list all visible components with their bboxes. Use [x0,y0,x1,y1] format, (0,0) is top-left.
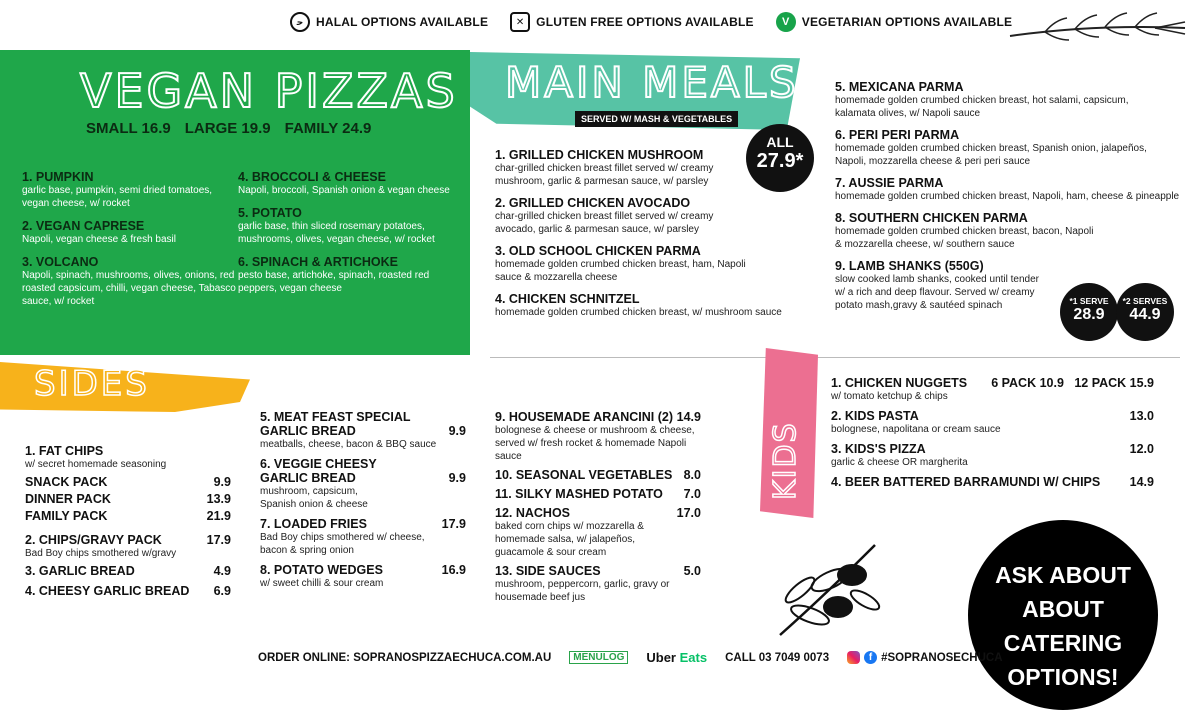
item-name-line1 [260,457,466,471]
row-name: SNACK PACK [25,475,108,489]
main-meals-title: MAIN MEALS [505,58,799,107]
item-desc: homemade golden crumbed chicken breast, w/ mushroom sauce [495,307,782,318]
item-desc: garlic base, pumpkin, semi dried tomatoes, vegan cheese, w/ rocket [22,185,213,209]
row-price: 6.9 [213,584,231,598]
price-row [25,533,231,547]
kids-item-row [831,442,1154,456]
menu-item [495,410,701,463]
item-desc: Napoli, vegan cheese & fresh basil [22,234,176,245]
item-name: 12. NACHOS [495,506,571,520]
item-desc: homemade golden crumbed chicken breast, Napoli, ham, cheese & pineapple [835,191,1180,202]
item-name: 9. LAMB SHANKS (550G) [835,259,984,273]
halal-icon: ﺣ [290,12,310,32]
kids-title: KIDS [768,421,803,500]
menu-item [835,80,1135,120]
item-name: 8. SOUTHERN CHICKEN PARMA [835,211,1028,225]
row-name: 3. GARLIC BREAD [25,564,135,578]
halal-label: HALAL OPTIONS AVAILABLE [316,15,489,29]
gluten-free-label: GLUTEN FREE OPTIONS AVAILABLE [536,15,754,29]
item-desc: Bad Boy chips smothered w/gravy [25,548,177,559]
item-name: 6. PERI PERI PARMA [835,128,960,142]
item-name-line [260,517,466,531]
dietary-options-bar [290,10,1012,34]
footer-bar [258,650,1003,665]
price-row [25,509,231,523]
item-price: 9.9 [448,471,466,485]
item-name-line [495,506,701,520]
order-online-link[interactable]: ORDER ONLINE: SOPRANOSPIZZAECHUCA.COM.AU [258,651,552,664]
wheat-icon: ✕ [510,12,530,32]
main-meals-subtitle: SERVED W/ MASH & VEGETABLES [575,111,738,127]
menu-item [495,564,701,604]
item-name [25,444,231,458]
item-price: 7.0 [683,487,701,501]
item-name: 2. KIDS PASTA [831,409,919,423]
item-name-line2 [260,471,466,485]
kids-item-row [831,376,1154,390]
item-name: 5. MEAT FEAST SPECIAL [260,410,411,424]
menu-item [260,517,466,557]
item-name: 3. VOLCANO [22,255,99,269]
item-name: 4. BROCCOLI & CHEESE [238,170,386,184]
gluten-free-badge [510,12,754,32]
serve-label: *1 SERVE [1069,296,1109,306]
item-name: 5. POTATO [238,206,302,220]
item-price: 12.0 [1129,442,1154,456]
item-desc: w/ sweet chilli & sour cream [260,578,384,589]
menu-item [495,468,701,482]
item-name-line1 [260,410,466,424]
vegan-column-right [238,170,453,304]
item-price: 9.9 [448,424,466,438]
item-desc: homemade golden crumbed chicken breast, Spanish onion, jalapeños, Napoli, mozzarella cheese & peri peri sauce [835,143,1147,167]
item-desc: char-grilled chicken breast fillet served w/ creamy avocado, garlic & parmesan sauce, w/ parsley [495,211,714,235]
halal-badge [290,12,488,32]
item-desc: garlic & cheese OR margherita [831,457,968,468]
all-price-badge [746,124,814,192]
item-name: 6. SPINACH & ARTICHOKE [238,255,398,269]
fat-chips-desc: w/ secret homemade seasoning [25,459,167,470]
item-name-line [495,564,701,578]
row-name: FAMILY PACK [25,509,108,523]
ubereats-logo[interactable] [646,650,707,665]
serve-label: *2 SERVES [1122,296,1168,306]
vegan-pizzas-title: VEGAN PIZZAS [80,64,458,118]
item-name: 1. GRILLED CHICKEN MUSHROOM [495,148,704,162]
size-small: SMALL 16.9 [86,120,171,137]
item-name-line [495,468,701,482]
menu-item [495,148,755,188]
sides-column-2 [260,410,466,590]
item-name-line [260,563,466,577]
social-hashtag: #SOPRANOSECHUCA [881,651,1003,664]
kids-menu [831,376,1154,489]
menu-item [835,259,1050,312]
item-price: 14.9 [676,410,701,424]
item-name-line2 [260,424,466,438]
item-price: 8.0 [683,468,701,482]
item-desc: bolognese, napolitana or cream sauce [831,424,1001,435]
item-desc: homemade golden crumbed chicken breast, ham, Napoli sauce & mozzarella cheese [495,259,746,283]
catering-line-3: OPTIONS! [1007,664,1119,690]
row-name: DINNER PACK [25,492,111,506]
item-name: 7. AUSSIE PARMA [835,176,944,190]
olive-branch-icon [770,535,885,650]
kids-item-row [831,409,1154,423]
item-name: 11. SILKY MASHED POTATO [495,487,663,501]
menu-item [260,563,466,590]
sides-title: SIDES [34,364,150,404]
menu-item [260,410,466,451]
item-price: 5.0 [683,564,701,578]
price-row [25,475,231,489]
vegetarian-label: VEGETARIAN OPTIONS AVAILABLE [801,15,1013,29]
item-desc: meatballs, cheese, bacon & BBQ sauce [260,439,437,450]
size-family: FAMILY 24.9 [284,120,372,137]
social-handle[interactable] [847,651,1002,664]
item-price: 17.9 [441,517,466,531]
item-desc: mushroom, peppercorn, garlic, gravy or housemade beef jus [495,579,670,603]
price-row [25,564,231,578]
item-name: 4. CHICKEN SCHNITZEL [495,292,640,306]
item-price: 16.9 [441,563,466,577]
item-name: 9. HOUSEMADE ARANCINI (2) [495,410,674,424]
item-name2: GARLIC BREAD [260,471,356,485]
item-name: 13. SIDE SAUCES [495,564,601,578]
two-serves-badge [1116,283,1174,341]
uber-text: Uber [646,650,676,665]
item-desc: w/ tomato ketchup & chips [831,391,948,402]
main-meals-column-right [835,80,1180,320]
row-name: 2. CHIPS/GRAVY PACK [25,533,162,547]
menu-item [495,196,755,236]
section-divider [490,357,1180,358]
menulog-logo[interactable]: MENULOG [569,651,628,664]
serve-price: 44.9 [1129,306,1161,323]
vegetarian-badge [776,12,1013,32]
price-row [25,584,231,598]
menu-item [260,457,466,511]
row-name: 4. CHEESY GARLIC BREAD [25,584,190,598]
vegan-column-left [22,170,237,317]
item-desc: homemade golden crumbed chicken breast, hot salami, capsicum, kalamata olives, w/ Napoli sauce [835,95,1129,119]
price-row [25,492,231,506]
menu-item [835,176,1180,203]
item-desc: pesto base, artichoke, spinach, roasted red peppers, vegan cheese [238,270,430,294]
item-name: 7. LOADED FRIES [260,517,367,531]
row-price: 9.9 [213,475,231,489]
item-name: 1. CHICKEN NUGGETS [831,376,968,390]
item-name: 1. PUMPKIN [22,170,94,184]
item-desc: Napoli, spinach, mushrooms, olives, onions, red roasted capsicum, chilli, vegan cheese, Tabasco sauce, w/ rocket [22,270,236,307]
vegan-pizzas-panel [0,50,470,355]
menu-item [495,244,755,284]
item-desc: garlic base, thin sliced rosemary potatoes, mushrooms, olives, vegan cheese, w/ rocket [238,221,435,245]
item-desc: Bad Boy chips smothered w/ cheese, bacon & spring onion [260,532,425,556]
item-name: 5. MEXICANA PARMA [835,80,964,94]
row-price: 21.9 [206,509,231,523]
item-desc: slow cooked lamb shanks, cooked until tender w/ a rich and deep flavour. Served w/ creamy potato mash,gravy & sautéed spinach [835,274,1040,311]
catering-line-1: ASK ABOUT [995,562,1131,588]
row-price: 4.9 [213,564,231,578]
item-desc: homemade golden crumbed chicken breast, bacon, Napoli & mozzarella cheese, w/ southern sauce [835,226,1094,250]
row-price: 13.9 [206,492,231,506]
catering-callout [968,520,1158,710]
item-name: 2. GRILLED CHICKEN AVOCADO [495,196,691,210]
item-name2: GARLIC BREAD [260,424,356,438]
menu-item [835,211,1095,251]
item-price: 13.0 [1129,409,1154,423]
menu-item [495,487,701,501]
menu-item [238,206,453,246]
one-serve-badge [1060,283,1118,341]
sides-column-1 [25,444,231,598]
menu-item [495,292,795,319]
item-desc: baked corn chips w/ mozzarella & homemade salsa, w/ jalapeños, guacamole & sour cream [495,521,644,558]
item-name: 8. POTATO WEDGES [260,563,383,577]
menu-item [835,128,1180,168]
item-name: 3. OLD SCHOOL CHICKEN PARMA [495,244,701,258]
item-price: 6 PACK 10.9 12 PACK 15.9 [991,376,1154,390]
serve-price: 28.9 [1073,306,1105,323]
item-name: 4. BEER BATTERED BARRAMUNDI W/ CHIPS [831,475,1101,489]
menu-item [22,255,237,308]
all-label: ALL [766,134,794,150]
menu-item [22,219,237,246]
kids-item-row [831,475,1154,489]
menu-item [238,255,453,295]
item-price: 14.9 [1129,475,1154,489]
menu-item [22,170,237,210]
item-name-line [495,487,701,501]
row-price: 17.9 [206,533,231,547]
facebook-icon: f [864,651,877,664]
item-desc: mushroom, capsicum, Spanish onion & cheese [260,486,368,510]
item-price: 17.0 [676,506,701,520]
menu-item [495,506,701,559]
item-name: 3. KIDS'S PIZZA [831,442,926,456]
item-desc: Napoli, broccoli, Spanish onion & vegan cheese [238,185,450,196]
sides-column-3 [495,410,701,604]
item-desc: char-grilled chicken breast fillet served w/ creamy mushroom, garlic & parmesan sauce, w/ parsley [495,163,714,187]
vegetarian-icon: V [776,12,796,32]
all-price: 27.9* [756,150,804,172]
eats-text: Eats [679,650,708,665]
item-desc: bolognese & cheese or mushroom & cheese, served w/ fresh rocket & homemade Napoli sauce [495,425,695,462]
fat-chips-name: 1. FAT CHIPS [25,444,104,458]
wheat-illustration-icon [1005,6,1190,51]
phone-number[interactable]: CALL 03 7049 0073 [725,651,830,664]
item-name: 2. VEGAN CAPRESE [22,219,145,233]
item-name: 10. SEASONAL VEGETABLES [495,468,673,482]
item-name: 6. VEGGIE CHEESY [260,457,377,471]
menu-item [238,170,453,197]
size-large: LARGE 19.9 [184,120,271,137]
item-name-line [495,410,701,424]
catering-line-2: ABOUT CATERING [1003,596,1123,656]
instagram-icon [847,651,860,664]
vegan-sizes [86,120,371,137]
